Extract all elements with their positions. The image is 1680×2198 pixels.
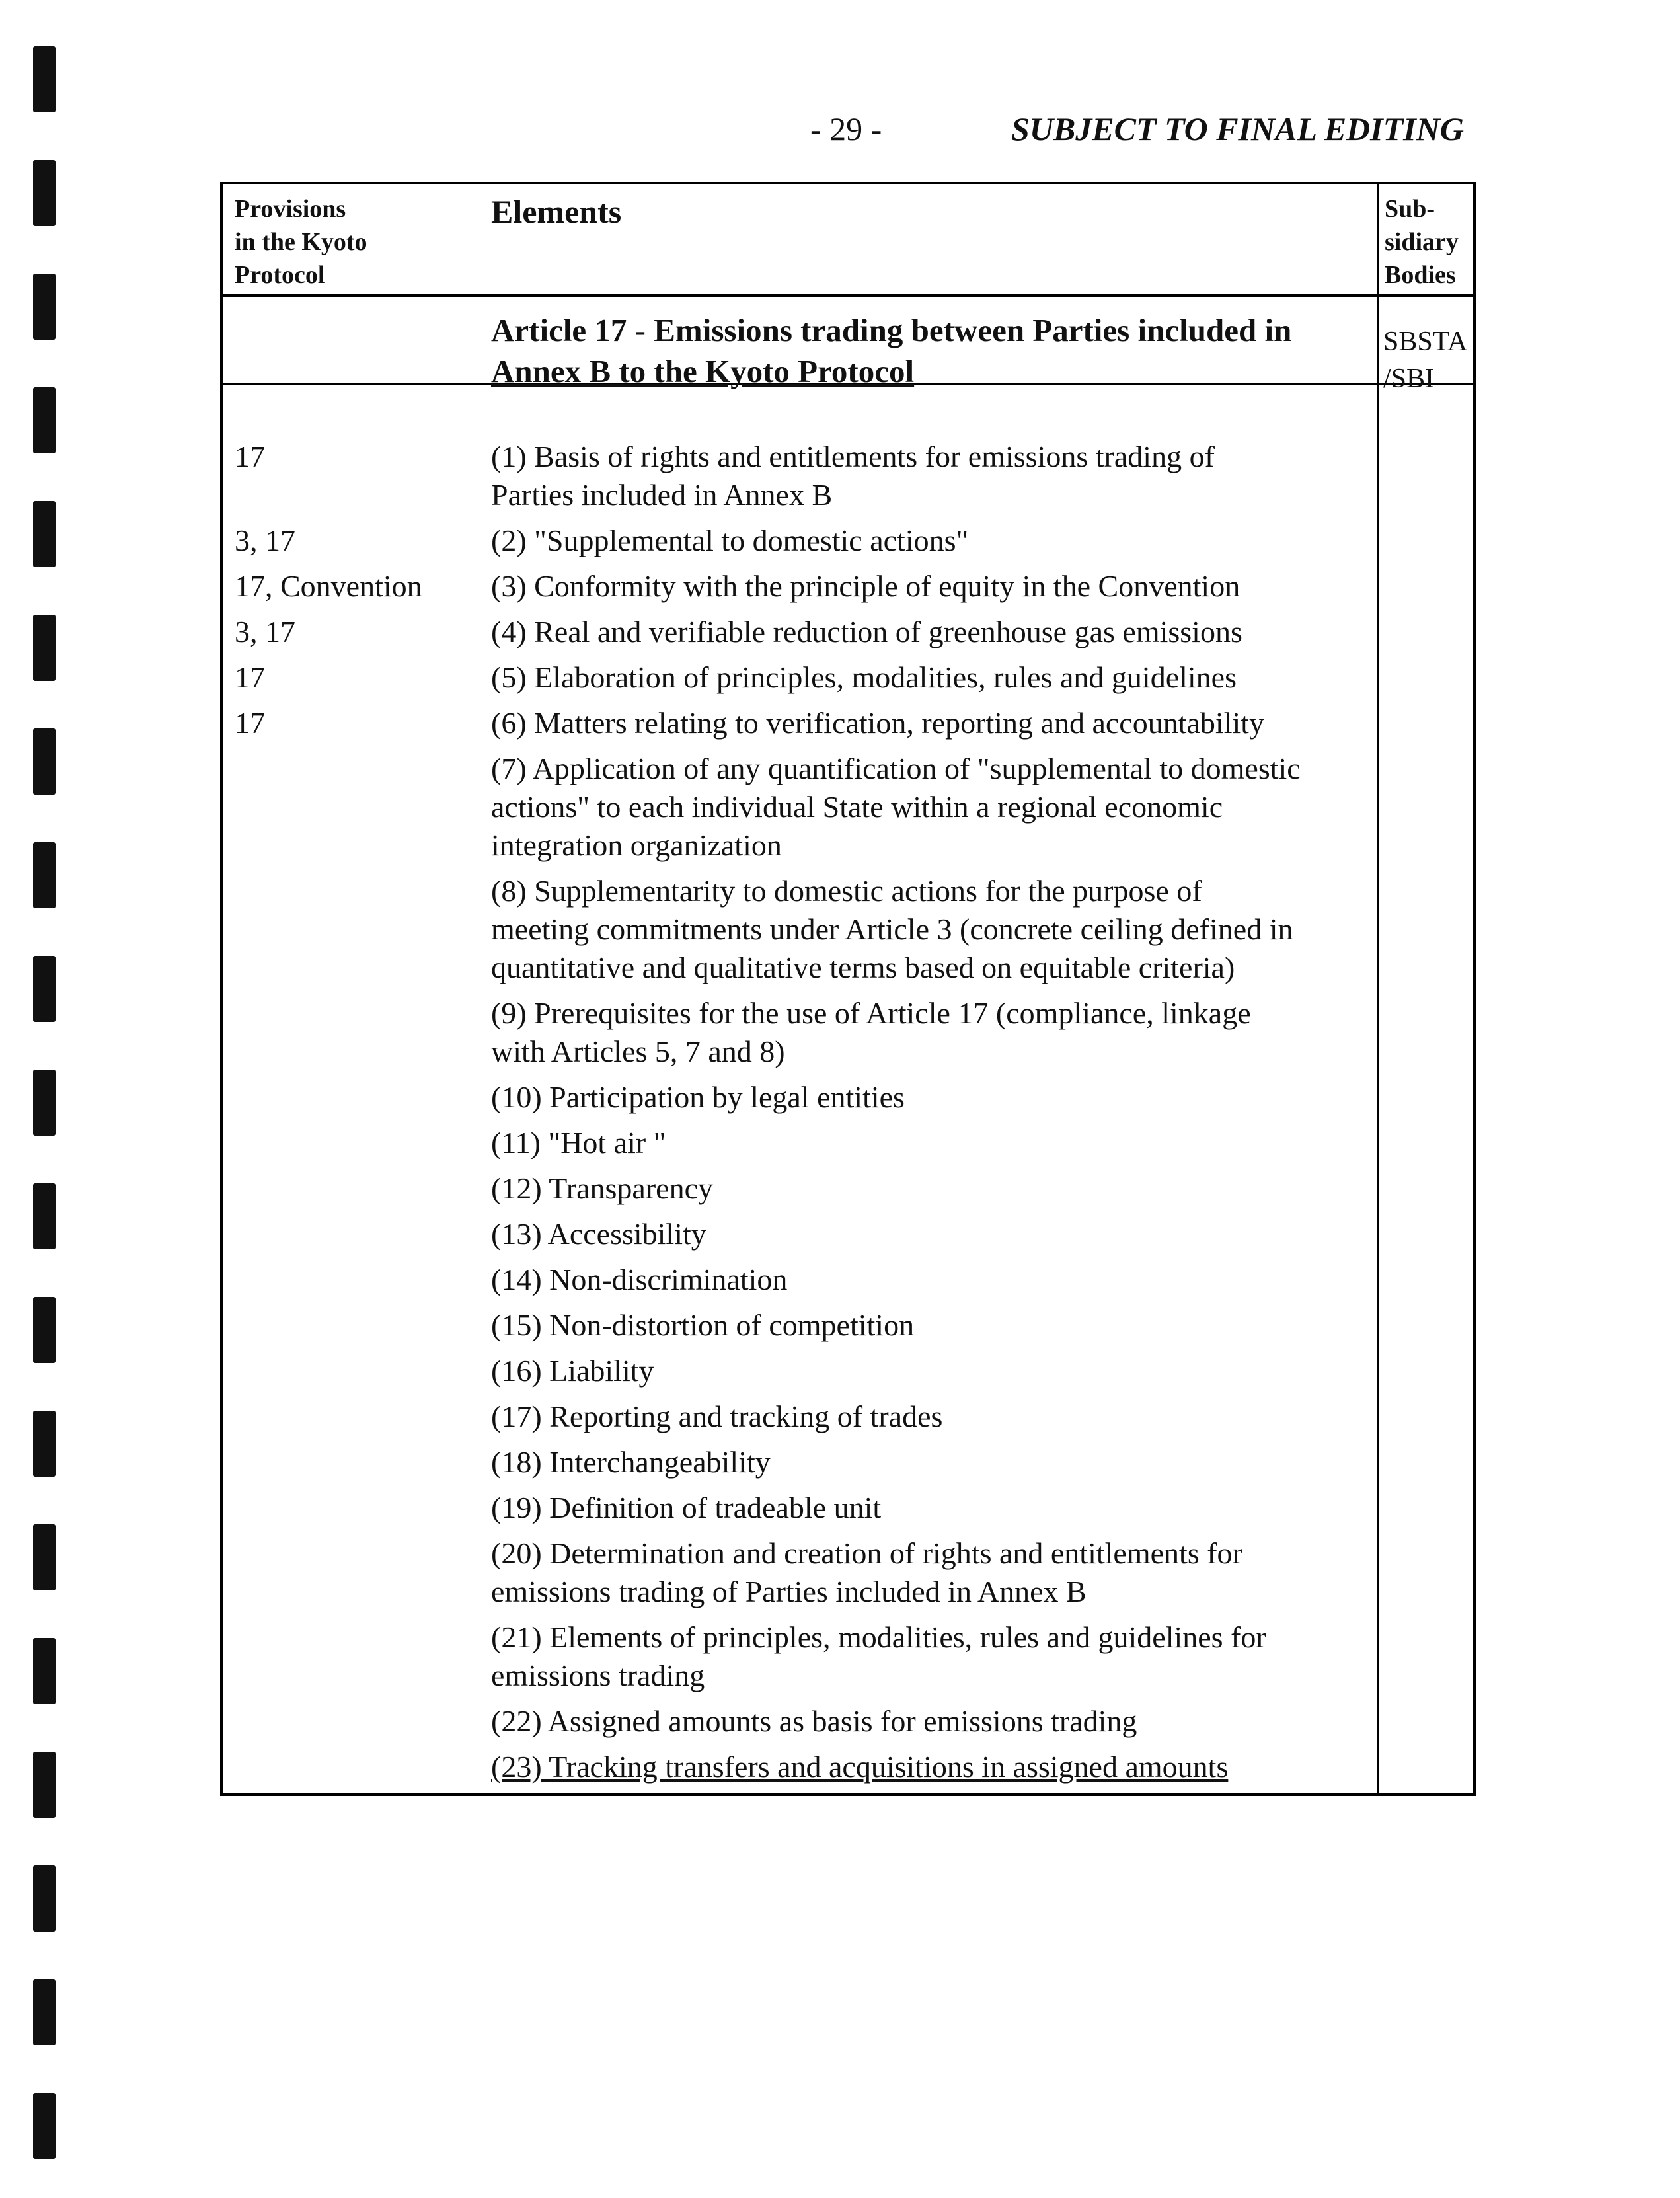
element-line: (7) Application of any quantification of "supplemental to domestic <box>491 752 1301 785</box>
element-item <box>491 1443 1403 1481</box>
element-line: (15) Non-distortion of competition <box>491 1308 915 1342</box>
provision-cell: 3, 17 <box>235 524 295 557</box>
article-title <box>491 310 1370 392</box>
element-item <box>491 1702 1403 1741</box>
element-line: (6) Matters relating to verification, reporting and accountability <box>491 706 1265 740</box>
element-item <box>491 1397 1403 1436</box>
element-line: (9) Prerequisites for the use of Article 17 (compliance, linkage <box>491 996 1251 1030</box>
element-item <box>491 1489 1403 1527</box>
element-item <box>491 438 1403 514</box>
header-provisions-line: Provisions <box>235 195 346 223</box>
element-item <box>491 613 1403 651</box>
element-line: (2) "Supplemental to domestic actions" <box>491 524 969 557</box>
element-item <box>491 1306 1403 1345</box>
element-line: (20) Determination and creation of rights and entitlements for <box>491 1536 1242 1570</box>
element-item <box>491 1261 1403 1299</box>
binding-hole <box>33 46 56 112</box>
provision-cell: 17 <box>235 706 265 740</box>
header-subsidiary-line: Bodies <box>1385 261 1456 289</box>
provision-cell: 3, 17 <box>235 615 295 648</box>
binding-hole <box>33 501 56 567</box>
binding-hole <box>33 1070 56 1136</box>
element-line: (17) Reporting and tracking of trades <box>491 1399 943 1433</box>
element-item <box>491 750 1403 865</box>
binding-hole <box>33 842 56 908</box>
provision-cell: 17, Convention <box>235 569 422 603</box>
element-item <box>491 1534 1403 1611</box>
element-line: (21) Elements of principles, modalities, rules and guidelines for <box>491 1620 1266 1654</box>
binding-hole <box>33 1524 56 1590</box>
binding-hole <box>33 1979 56 2045</box>
header-subsidiary-line: Sub- <box>1385 195 1435 223</box>
header-provisions-line: Protocol <box>235 261 325 289</box>
header-subsidiary-line: sidiary <box>1385 228 1459 256</box>
element-line: (4) Real and verifiable reduction of greenhouse gas emissions <box>491 615 1242 648</box>
element-line: (5) Elaboration of principles, modalities, rules and guidelines <box>491 660 1237 694</box>
article-subsidiary-bodies <box>1383 323 1467 397</box>
element-item <box>491 1124 1403 1162</box>
element-item <box>491 1078 1403 1117</box>
element-item <box>491 1215 1403 1253</box>
binding-holes <box>0 0 79 2198</box>
element-line: (16) Liability <box>491 1354 654 1388</box>
element-line: emissions trading <box>491 1659 705 1692</box>
element-item <box>491 704 1403 742</box>
element-line: (19) Definition of tradeable unit <box>491 1491 882 1524</box>
element-line: (11) "Hot air " <box>491 1126 666 1159</box>
binding-hole <box>33 956 56 1022</box>
binding-hole <box>33 1183 56 1249</box>
binding-hole <box>33 615 56 681</box>
element-line: (22) Assigned amounts as basis for emissions trading <box>491 1704 1137 1738</box>
element-line: (12) Transparency <box>491 1171 713 1205</box>
element-item <box>491 1618 1403 1695</box>
provisions-table <box>220 182 1476 1796</box>
element-item <box>491 522 1403 560</box>
element-line: quantitative and qualitative terms based on equitable criteria) <box>491 951 1235 984</box>
header-elements: Elements <box>491 193 622 230</box>
element-line: (3) Conformity with the principle of equity in the Convention <box>491 569 1241 603</box>
header-provisions <box>235 192 367 292</box>
element-line: (18) Interchangeability <box>491 1445 771 1479</box>
subsidiary-line: SBSTA <box>1383 327 1468 357</box>
element-item <box>491 994 1403 1071</box>
editing-status: SUBJECT TO FINAL EDITING <box>1011 110 1464 147</box>
element-line: (10) Participation by legal entities <box>491 1080 905 1114</box>
element-line: emissions trading of Parties included in Annex B <box>491 1575 1087 1608</box>
element-item <box>491 872 1403 987</box>
binding-hole <box>33 1865 56 1932</box>
element-line: (8) Supplementarity to domestic actions for the purpose of <box>491 874 1202 908</box>
binding-hole <box>33 387 56 453</box>
element-line: (13) Accessibility <box>491 1217 706 1251</box>
header-provisions-line: in the Kyoto <box>235 228 367 256</box>
binding-hole <box>33 274 56 340</box>
element-line: (1) Basis of rights and entitlements for emissions trading of <box>491 440 1215 473</box>
element-line: (14) Non-discrimination <box>491 1263 788 1296</box>
page-number: - 29 - <box>810 110 882 147</box>
element-item <box>491 567 1403 606</box>
binding-hole <box>33 728 56 795</box>
provision-cell: 17 <box>235 660 265 694</box>
header-divider <box>223 294 1473 297</box>
binding-hole <box>33 2093 56 2159</box>
element-line: (23) Tracking transfers and acquisitions in assigned amounts <box>491 1750 1229 1784</box>
element-item <box>491 658 1403 697</box>
header-subsidiary-bodies <box>1385 192 1459 292</box>
element-item <box>491 1748 1403 1786</box>
element-line: meeting commitments under Article 3 (concrete ceiling defined in <box>491 912 1293 946</box>
binding-hole <box>33 1752 56 1818</box>
element-item <box>491 1169 1403 1208</box>
element-line: integration organization <box>491 828 782 862</box>
subsidiary-line: /SBI <box>1383 364 1435 394</box>
binding-hole <box>33 1638 56 1704</box>
binding-hole <box>33 1297 56 1363</box>
article-title-line: Annex B to the Kyoto Protocol <box>491 353 915 389</box>
element-line: with Articles 5, 7 and 8) <box>491 1035 785 1068</box>
binding-hole <box>33 160 56 226</box>
article-title-line: Article 17 - Emissions trading between Parties included in <box>491 312 1292 348</box>
element-line: Parties included in Annex B <box>491 478 833 512</box>
provision-cell: 17 <box>235 440 265 473</box>
element-item <box>491 1352 1403 1390</box>
binding-hole <box>33 1411 56 1477</box>
element-line: actions" to each individual State within a regional economic <box>491 790 1223 824</box>
